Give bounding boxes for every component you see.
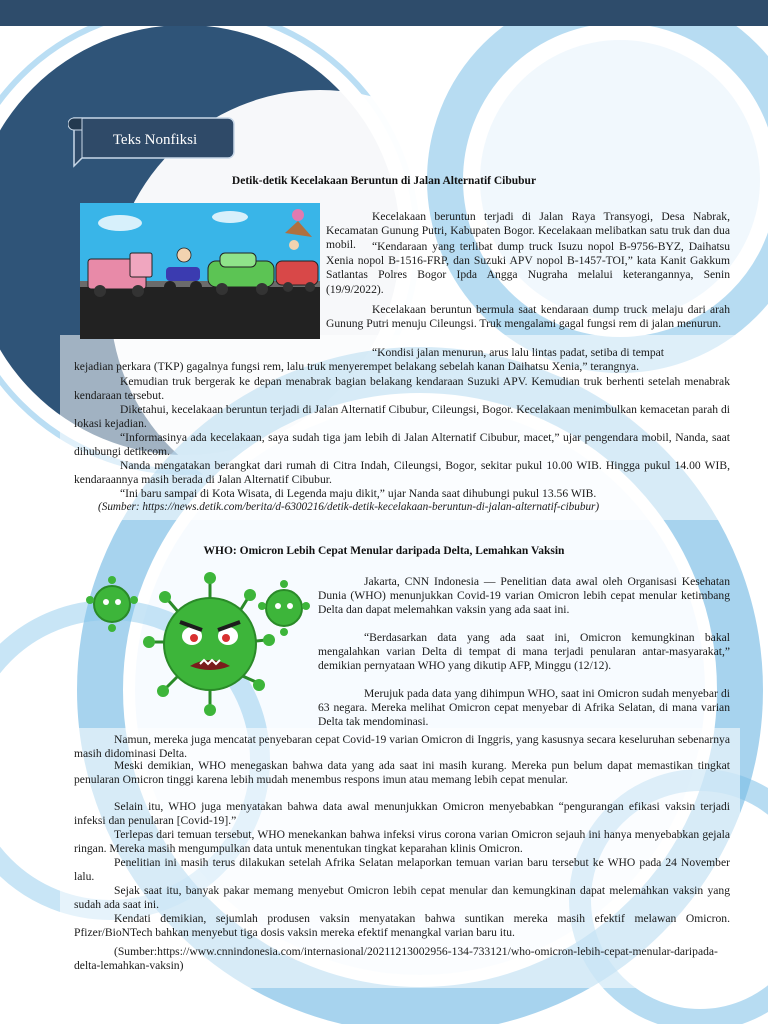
article2-paragraph-4: Namun, mereka juga mencatat penyebaran cepat Covid-19 varian Omicron di Inggris, yang kasusnya secara keseluruhan sebenarnya masih didominasi Delta. [74, 733, 730, 761]
article2-paragraph-6: Selain itu, WHO juga menyatakan bahwa data awal menunjukkan Omicron menyebabkan “pengurangan efikasi vaksin terjadi infeksi dan penularan [Covid-19].” [74, 800, 730, 828]
article1-paragraph-4a: “Kondisi jalan menurun, arus lalu lintas padat, setiba di tempat [372, 346, 665, 359]
article1-paragraph-9: “Ini baru sampai di Kota Wisata, di Legenda maju dikit,” ujar Nanda saat dihubungi pukul 13.56 WIB. [120, 487, 597, 500]
article2-paragraph-1: Jakarta, CNN Indonesia — Penelitian data awal oleh Organisasi Kesehatan Dunia (WHO) menunjukkan Covid-19 varian Omicron lebih cepat menular ketimbang Delta dan dapat melemahkan vaksin yang ada saat ini. [318, 575, 730, 617]
article1-title: Detik-detik Kecelakaan Beruntun di Jalan Alternatif Cibubur [231, 175, 537, 187]
article2-paragraph-5: Meski demikian, WHO menegaskan bahwa data yang ada saat ini masih kurang. Mereka pun belum dapat memastikan tingkat penularan Omicron tinggi karena lebih mudah menembus respons imun atau memang lebih cepat menular. [74, 759, 730, 787]
article2-paragraph-10: Kendati demikian, sejumlah produsen vaksin menyatakan bahwa suntikan mereka masih efektif melawan Omicron. Pfizer/BioNTech bahkan menyebut tiga dosis vaksin mereka efektif menangkal varian baru itu. [74, 912, 730, 940]
article1-paragraph-7: “Informasinya ada kecelakaan, saya sudah tiga jam lebih di Jalan Alternatif Cibubur, macet,” ujar pengendara mobil, Nanda, saat dihubungi detikcom. [74, 431, 730, 459]
article2-paragraph-8: Penelitian ini masih terus dilakukan setelah Afrika Selatan melaporkan temuan varian baru tersebut ke WHO pada 24 November lalu. [74, 856, 730, 884]
article2-paragraph-2: “Berdasarkan data yang ada saat ini, Omicron kemungkinan bakal mengalahkan varian Delta di tempat di mana terjadi penularan antar-masyarakat,” demikian pernyataan WHO yang dikutip AFP, Minggu (12/12). [318, 631, 730, 673]
article1-paragraph-6: Diketahui, kecelakaan beruntun terjadi di Jalan Alternatif Cibubur, Cileungsi, Bogor. Kecelakaan menimbulkan kemacetan parah di lokasi kejadian. [74, 403, 730, 431]
article1-paragraph-1: Kecelakaan beruntun terjadi di Jalan Raya Transyogi, Desa Nabrak, Kecamatan Gunung Putri, Kabupaten Bogor. Kecelakaan melibatkan satu truk dan dua mobil. [326, 210, 730, 252]
banner-label: Teks Nonfiksi [112, 132, 198, 148]
article2-paragraph-7: Terlepas dari temuan tersebut, WHO menekankan bahwa infeksi virus corona varian Omicron sejauh ini hanya menyebabkan gejala ringan. Mereka masih mengumpulkan data untuk menentukan tingkat keparahan klinis Omicron. [74, 828, 730, 856]
article1-source: (Sumber: https://news.detik.com/berita/d-6300216/detik-detik-kecelakaan-beruntun-di-jalan-alternatif-cibubur) [98, 501, 600, 513]
accident-illustration [80, 203, 320, 339]
article2-paragraph-3: Merujuk pada data yang dihimpun WHO, saat ini Omicron sudah menyebar di 63 negara. Mereka melihat Omicron cepat menyebar di Afrika Selatan, di mana varian Delta tak mendominasi. [318, 687, 730, 729]
article2-title: WHO: Omicron Lebih Cepat Menular daripada Delta, Lemahkan Vaksin [203, 545, 565, 557]
top-bar [0, 0, 768, 26]
article1-paragraph-8: Nanda mengatakan berangkat dari rumah di Citra Indah, Cileungsi, Bogor, sekitar pukul 10.00 WIB. Hingga pukul 14.00 WIB, kendaraannya masih berada di Jalan Alternatif Cibubur. [74, 459, 730, 487]
virus-illustration [80, 570, 316, 720]
article1-paragraph-5: Kemudian truk bergerak ke depan menabrak bagian belakang kendaraan Suzuki APV. Kemudian truk berhenti setelah menabrak kendaraan tersebut. [74, 375, 730, 403]
article2-paragraph-9: Sejak saat itu, banyak pakar memang menyebut Omicron lebih cepat menular dan kemungkinan dapat melemahkan vaksin yang sudah ada saat ini. [74, 884, 730, 912]
article2-source: (Sumber:https://www.cnnindonesia.com/internasional/20211213002956-134-733121/who-omicron-lebih-cepat-menular-daripada-delta-lemahkan-vaksin) [74, 945, 718, 973]
article1-paragraph-2: “Kendaraan yang terlibat dump truck Isuzu nopol B-9756-BYZ, Daihatsu Xenia nopol B-1516-FRP, dan Suzuki APV nopol B-1457-TOI,” kata Kanit Gakkum Satlantas Polres Bogor Ipda Angga Nugraha melalui keterangannya, Senin (19/9/2022). [326, 240, 730, 296]
article1-paragraph-4b: kejadian perkara (TKP) gagalnya fungsi rem, lalu truk menyerempet belakang sebelah kanan Daihatsu Xenia,” terangnya. [74, 360, 639, 373]
article1-paragraph-3: Kecelakaan beruntun bermula saat kendaraan dump truck melaju dari arah Gunung Putri menuju Cileungsi. Truk mengalami gagal fungsi rem di jalan menurun. [326, 303, 730, 331]
